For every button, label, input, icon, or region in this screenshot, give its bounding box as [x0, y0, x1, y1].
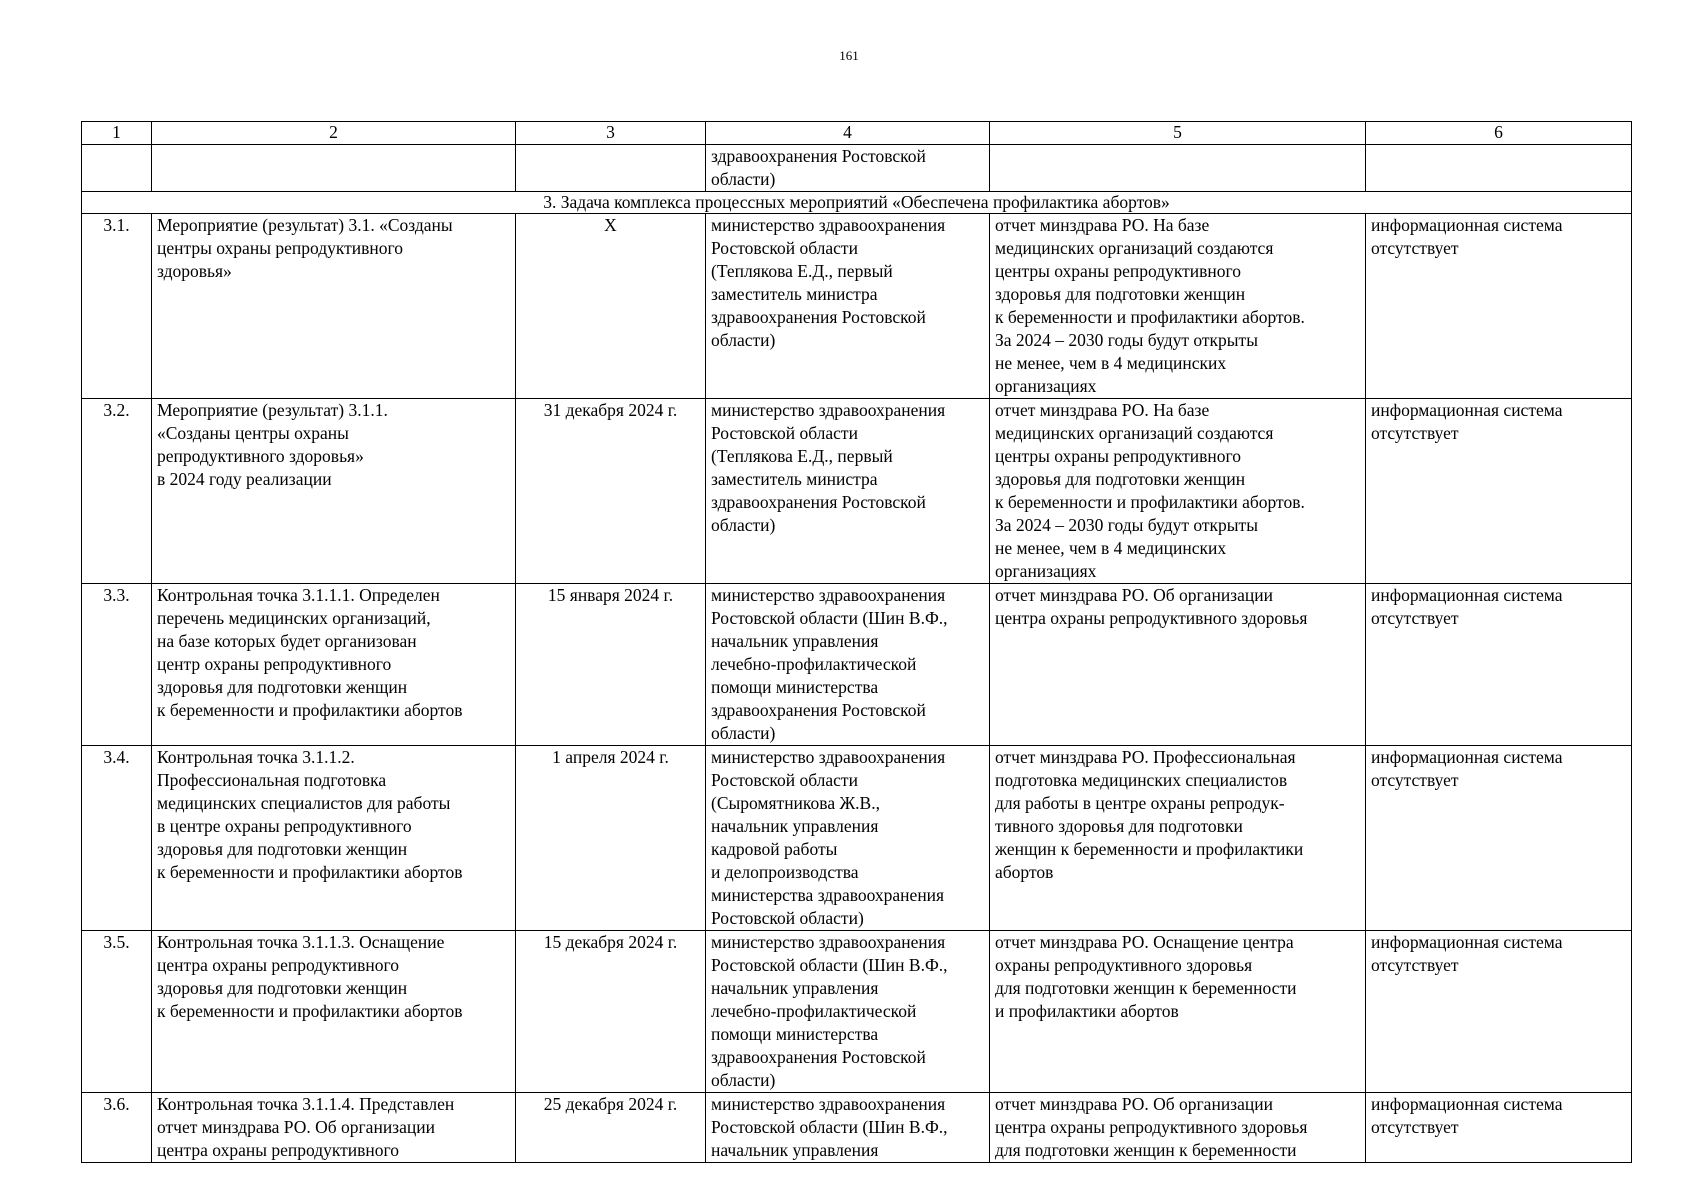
result-cell: [990, 584, 1366, 746]
column-number: 6: [1366, 122, 1632, 145]
responsible-line: Ростовской области (Шин В.Ф.,: [711, 608, 948, 628]
table-row: [82, 584, 1632, 746]
row-number: 3.4.: [82, 746, 152, 931]
page-number: 161: [839, 48, 859, 63]
info-system-line: отсутствует: [1371, 608, 1459, 628]
responsible-line: начальник управления: [711, 816, 879, 836]
result-line: абортов: [995, 862, 1054, 882]
table-row: [82, 214, 1632, 399]
responsible-line: здравоохранения Ростовской: [711, 1047, 926, 1067]
responsible-line: кадровой работы: [711, 839, 838, 859]
row-number: 3.2.: [82, 399, 152, 584]
responsible-line: здравоохранения Ростовской: [711, 307, 926, 327]
responsible-line: здравоохранения Ростовской: [711, 146, 926, 166]
responsible-line: Ростовской области): [711, 908, 864, 928]
event-name-line: Мероприятие (результат) 3.1.1.: [157, 400, 388, 420]
info-system-line: информационная система: [1371, 585, 1563, 605]
responsible-cell: [706, 584, 990, 746]
responsible-line: министерство здравоохранения: [711, 932, 946, 952]
info-system-line: информационная система: [1371, 932, 1563, 952]
responsible-line: заместитель министра: [711, 284, 878, 304]
deadline-cell: 25 декабря 2024 г.: [516, 1093, 706, 1163]
event-name-line: перечень медицинских организаций,: [157, 608, 431, 628]
event-name-line: центры охраны репродуктивного: [157, 238, 404, 258]
info-system-line: информационная система: [1371, 747, 1563, 767]
result-line: и профилактики абортов: [995, 1001, 1179, 1021]
event-name-line: к беременности и профилактики абортов: [157, 700, 463, 720]
result-line: не менее, чем в 4 медицинских: [995, 353, 1227, 373]
event-name-cell: [152, 584, 516, 746]
responsible-line: лечебно-профилактической: [711, 654, 917, 674]
responsible-line: области): [711, 1070, 776, 1090]
responsible-line: (Теплякова Е.Д., первый: [711, 261, 893, 281]
responsible-line: начальник управления: [711, 978, 879, 998]
event-name-line: Мероприятие (результат) 3.1. «Созданы: [157, 215, 453, 235]
info-system-line: отсутствует: [1371, 770, 1459, 790]
result-line: центры охраны репродуктивного: [995, 446, 1242, 466]
responsible-line: министерство здравоохранения: [711, 1094, 946, 1114]
responsible-line: области): [711, 169, 776, 189]
deadline-cell: 15 декабря 2024 г.: [516, 931, 706, 1093]
result-cell: [990, 399, 1366, 584]
event-name-line: к беременности и профилактики абортов: [157, 862, 463, 882]
row-number: 3.5.: [82, 931, 152, 1093]
event-name-cell: [152, 931, 516, 1093]
info-system-cell: [1366, 931, 1632, 1093]
result-line: отчет минздрава РО. На базе: [995, 215, 1210, 235]
event-name-line: Контрольная точка 3.1.1.3. Оснащение: [157, 932, 445, 952]
table-row: [82, 931, 1632, 1093]
info-system-cell: [1366, 584, 1632, 746]
result-cell: [990, 214, 1366, 399]
column-number: 1: [82, 122, 152, 145]
info-system-cell: [1366, 1093, 1632, 1163]
responsible-line: Ростовской области (Шин В.Ф.,: [711, 1117, 948, 1137]
result-line: За 2024 – 2030 годы будут открыты: [995, 515, 1258, 535]
row-number: 3.3.: [82, 584, 152, 746]
result-line: для подготовки женщин к беременности: [995, 978, 1297, 998]
event-name-line: в центре охраны репродуктивного: [157, 816, 412, 836]
responsible-cell: [706, 746, 990, 931]
event-name-cell: [152, 1093, 516, 1163]
responsible-line: и делопроизводства: [711, 862, 859, 882]
column-number: 5: [990, 122, 1366, 145]
event-name-line: Профессиональная подготовка: [157, 770, 387, 790]
event-name-line: отчет минздрава РО. Об организации: [157, 1117, 435, 1137]
responsible-cell: [706, 145, 990, 192]
responsible-line: министерство здравоохранения: [711, 747, 946, 767]
column-number-row: [82, 122, 1632, 145]
responsible-line: Ростовской области: [711, 238, 858, 258]
event-name-line: Контрольная точка 3.1.1.2.: [157, 747, 355, 767]
event-name-cell: [152, 214, 516, 399]
event-name-line: Контрольная точка 3.1.1.4. Представлен: [157, 1094, 455, 1114]
responsible-cell: [706, 931, 990, 1093]
event-name-line: центра охраны репродуктивного: [157, 1140, 400, 1160]
result-line: отчет минздрава РО. Профессиональная: [995, 747, 1296, 767]
info-system-cell: [1366, 746, 1632, 931]
event-name-line: репродуктивного здоровья»: [157, 446, 364, 466]
responsible-line: (Сыромятникова Ж.В.,: [711, 793, 880, 813]
table-row: [82, 746, 1632, 931]
section-header: 3. Задача комплекса процессных мероприятий «Обеспечена профилактика абортов»: [82, 192, 1632, 214]
result-line: здоровья для подготовки женщин: [995, 469, 1246, 489]
responsible-cell: [706, 214, 990, 399]
responsible-line: заместитель министра: [711, 469, 878, 489]
info-system-cell: [1366, 145, 1632, 192]
deadline-cell: 15 января 2024 г.: [516, 584, 706, 746]
date-cell: [516, 145, 706, 192]
result-line: организациях: [995, 561, 1097, 581]
info-system-line: информационная система: [1371, 1094, 1563, 1114]
responsible-line: помощи министерства: [711, 1024, 879, 1044]
result-line: организациях: [995, 376, 1097, 396]
result-line: отчет минздрава РО. Об организации: [995, 1094, 1273, 1114]
responsible-line: министерство здравоохранения: [711, 585, 946, 605]
result-line: для работы в центре охраны репродук-: [995, 793, 1285, 813]
responsible-line: министерства здравоохранения: [711, 885, 945, 905]
row-number: 3.6.: [82, 1093, 152, 1163]
info-system-cell: [1366, 214, 1632, 399]
result-cell: [990, 145, 1366, 192]
event-name-line: здоровья для подготовки женщин: [157, 677, 408, 697]
responsible-line: области): [711, 723, 776, 743]
result-line: не менее, чем в 4 медицинских: [995, 538, 1227, 558]
result-line: тивного здоровья для подготовки: [995, 816, 1243, 836]
info-system-line: отсутствует: [1371, 423, 1459, 443]
result-line: к беременности и профилактики абортов.: [995, 492, 1305, 512]
responsible-cell: [706, 399, 990, 584]
event-name-line: «Созданы центры охраны: [157, 423, 349, 443]
responsible-line: начальник управления: [711, 631, 879, 651]
info-system-line: информационная система: [1371, 400, 1563, 420]
result-cell: [990, 931, 1366, 1093]
continuation-row: [82, 145, 1632, 192]
responsible-line: помощи министерства: [711, 677, 879, 697]
event-name-line: здоровья»: [157, 261, 232, 281]
result-line: центра охраны репродуктивного здоровья: [995, 1117, 1308, 1137]
column-number: 3: [516, 122, 706, 145]
result-line: центры охраны репродуктивного: [995, 261, 1242, 281]
event-name-line: Контрольная точка 3.1.1.1. Определен: [157, 585, 440, 605]
num-cell: [82, 145, 152, 192]
responsible-line: Ростовской области (Шин В.Ф.,: [711, 955, 948, 975]
row-number: 3.1.: [82, 214, 152, 399]
result-line: За 2024 – 2030 годы будут открыты: [995, 330, 1258, 350]
column-number: 2: [152, 122, 516, 145]
name-cell: [152, 145, 516, 192]
result-line: подготовка медицинских специалистов: [995, 770, 1288, 790]
table-row: [82, 399, 1632, 584]
info-system-line: отсутствует: [1371, 955, 1459, 975]
column-number: 4: [706, 122, 990, 145]
result-line: медицинских организаций создаются: [995, 423, 1274, 443]
result-line: для подготовки женщин к беременности: [995, 1140, 1297, 1160]
responsible-line: министерство здравоохранения: [711, 215, 946, 235]
deadline-cell: 31 декабря 2024 г.: [516, 399, 706, 584]
result-line: здоровья для подготовки женщин: [995, 284, 1246, 304]
result-line: к беременности и профилактики абортов.: [995, 307, 1305, 327]
section-header-row: [82, 192, 1632, 214]
info-system-line: отсутствует: [1371, 1117, 1459, 1137]
info-system-line: информационная система: [1371, 215, 1563, 235]
event-name-line: в 2024 году реализации: [157, 469, 332, 489]
result-cell: [990, 746, 1366, 931]
event-name-cell: [152, 399, 516, 584]
result-line: отчет минздрава РО. На базе: [995, 400, 1210, 420]
deadline-cell: 1 апреля 2024 г.: [516, 746, 706, 931]
event-name-cell: [152, 746, 516, 931]
responsible-line: министерство здравоохранения: [711, 400, 946, 420]
responsible-cell: [706, 1093, 990, 1163]
event-name-line: медицинских специалистов для работы: [157, 793, 451, 813]
event-name-line: здоровья для подготовки женщин: [157, 839, 408, 859]
event-name-line: на базе которых будет организован: [157, 631, 417, 651]
responsible-line: Ростовской области: [711, 770, 858, 790]
event-name-line: здоровья для подготовки женщин: [157, 978, 408, 998]
result-line: отчет минздрава РО. Оснащение центра: [995, 932, 1294, 952]
plan-table: [81, 121, 1632, 1163]
deadline-cell: X: [516, 214, 706, 399]
result-cell: [990, 1093, 1366, 1163]
responsible-line: здравоохранения Ростовской: [711, 492, 926, 512]
responsible-line: начальник управления: [711, 1140, 879, 1160]
responsible-line: лечебно-профилактической: [711, 1001, 917, 1021]
result-line: отчет минздрава РО. Об организации: [995, 585, 1273, 605]
event-name-line: центр охраны репродуктивного: [157, 654, 392, 674]
table-row: [82, 1093, 1632, 1163]
result-line: женщин к беременности и профилактики: [995, 839, 1304, 859]
result-line: охраны репродуктивного здоровья: [995, 955, 1253, 975]
event-name-line: центра охраны репродуктивного: [157, 955, 400, 975]
event-name-line: к беременности и профилактики абортов: [157, 1001, 463, 1021]
responsible-line: области): [711, 515, 776, 535]
responsible-line: (Теплякова Е.Д., первый: [711, 446, 893, 466]
responsible-line: здравоохранения Ростовской: [711, 700, 926, 720]
result-line: медицинских организаций создаются: [995, 238, 1274, 258]
info-system-cell: [1366, 399, 1632, 584]
result-line: центра охраны репродуктивного здоровья: [995, 608, 1308, 628]
responsible-line: Ростовской области: [711, 423, 858, 443]
responsible-line: области): [711, 330, 776, 350]
info-system-line: отсутствует: [1371, 238, 1459, 258]
